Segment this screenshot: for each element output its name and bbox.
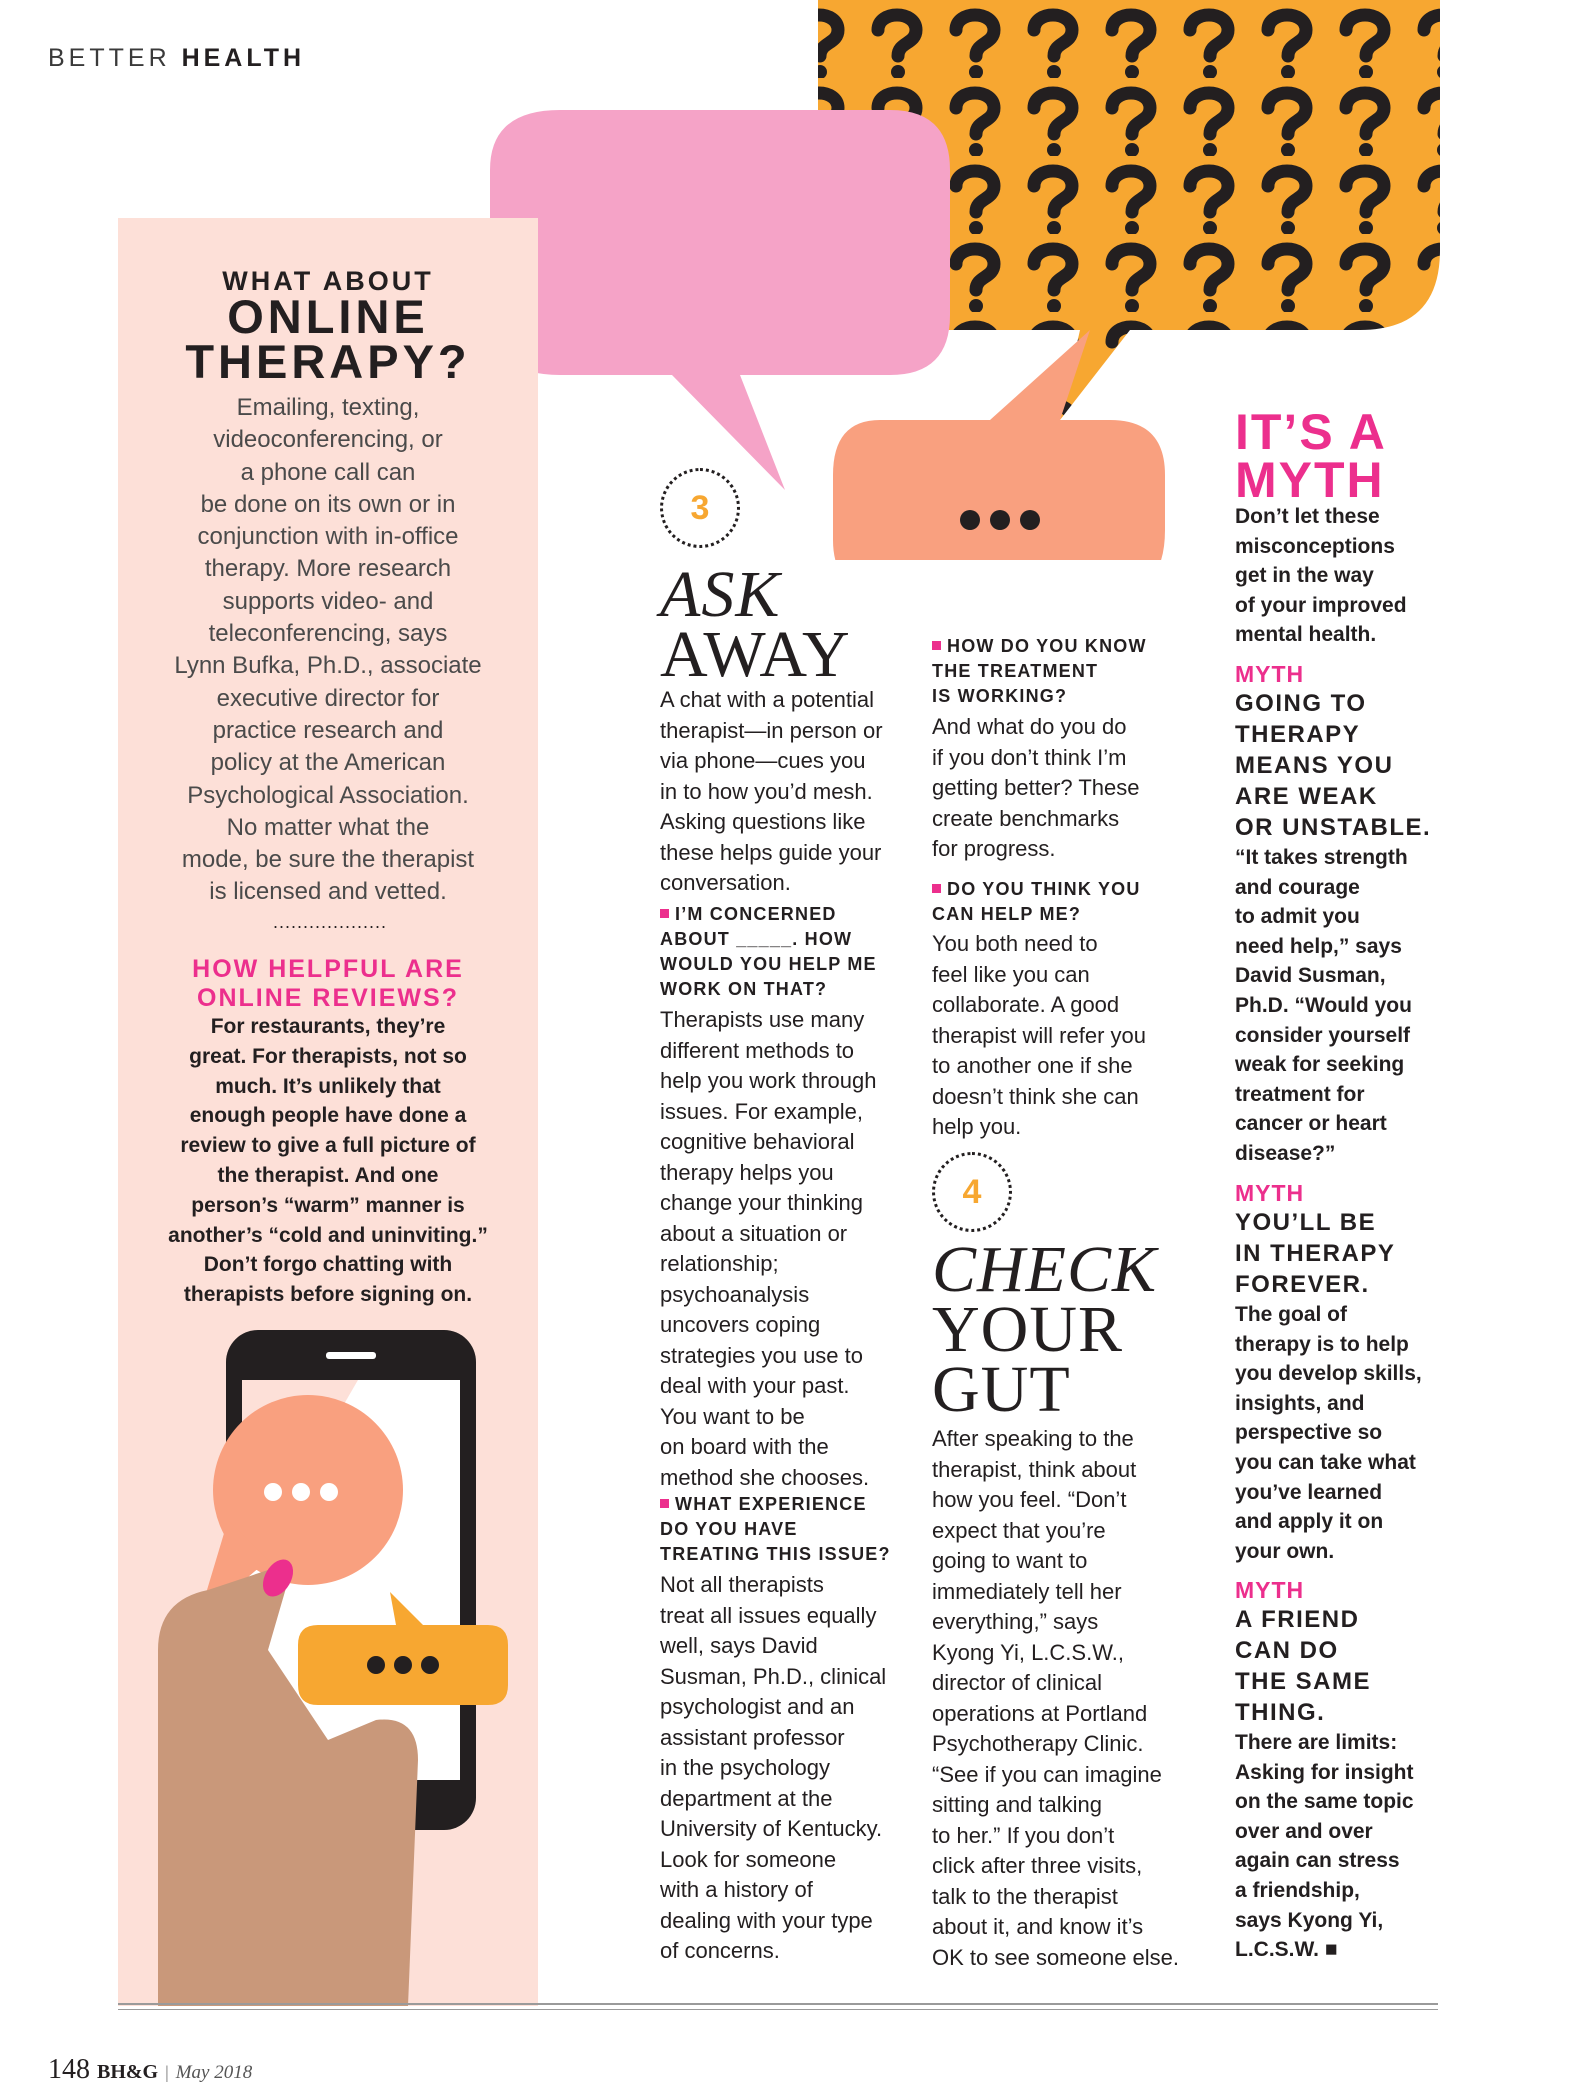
line: help you. [932,1114,1022,1139]
line: consider yourself [1235,1023,1411,1047]
line [932,1233,1192,1306]
line: Lynn Bufka, Ph.D., associate [174,652,482,680]
line: immediately tell her [932,1578,1122,1604]
title-italic: CHECK [932,1233,1158,1306]
line: sitting and talking [932,1792,1102,1817]
line: review to give a full picture of [180,1134,476,1158]
line: collaborate. A good [932,992,1120,1017]
line: L.C.S.W. ■ [1235,1938,1338,1962]
sidebar-title [118,290,538,388]
line: click after three visits, [932,1853,1143,1878]
line: change your thinking [660,1190,864,1215]
line: David Susman, [1235,964,1386,988]
line: cancer or heart [1235,1112,1387,1136]
line: need help,” says [1235,934,1402,958]
myth-label: MYTH [1235,1180,1305,1206]
answer-text [660,1005,900,1493]
line: executive director for [216,684,440,712]
step-badge-3: 3 [660,468,740,548]
line: enough people have done a [189,1104,467,1128]
line: OR UNSTABLE. [1235,814,1432,841]
line: Therapists use many [660,1007,865,1032]
line: disease?” [1235,1141,1336,1165]
line: well, says David [660,1633,818,1658]
line: A FRIEND [1235,1606,1360,1633]
myth-heading [1235,1604,1445,1728]
sidebar-title-line: ONLINE [227,290,429,343]
text: DO YOU THINK YOU [947,879,1141,899]
line: practice research and [212,716,444,744]
phone-illustration [118,1320,538,2006]
line: going to want to [932,1548,1088,1573]
line: dealing with your type [660,1907,873,1933]
line: create benchmarks [932,805,1120,831]
answer-text [660,1570,900,1967]
line: treat all issues equally [660,1602,877,1628]
line: issues. For example, [660,1098,863,1124]
line: ONLINE REVIEWS? [197,984,459,1012]
line: THING. [1235,1699,1326,1726]
text: I’M CONCERNED [675,904,837,924]
line: ARE WEAK [1235,783,1378,810]
line: FOREVER. [1235,1271,1370,1298]
line: via phone—cues you [660,748,866,773]
step3-title [660,558,890,691]
line: with a history of [660,1877,813,1902]
line: is licensed and vetted. [209,878,447,906]
line: conjunction with in-office [197,523,459,551]
line: strategies you use to [660,1342,864,1368]
footer-rule [118,2003,1438,2005]
line: You want to be [660,1403,805,1429]
line: YOU’LL BE [1235,1209,1377,1236]
line [660,558,890,631]
bullet-square-icon [660,909,669,918]
line: Kyong Yi, L.C.S.W., [932,1639,1124,1665]
line: policy at the American [210,749,446,777]
line: in the psychology [660,1755,830,1780]
line: these helps guide your [660,839,882,865]
myth-heading [1235,688,1445,843]
step3-intro [660,685,900,899]
line: IS WORKING? [932,686,1068,706]
bullet-square-icon [932,884,941,893]
myth-item [1235,661,1445,1169]
myth-body [1235,843,1445,1169]
step4-body [932,1424,1182,1973]
line: Look for someone [660,1846,837,1872]
line: A chat with a potential [660,687,875,712]
line: perspective so [1235,1421,1383,1445]
line: Psychological Association. [187,781,469,809]
line: assistant professor [660,1724,845,1750]
myth-label: MYTH [1235,661,1305,687]
line: help you work through [660,1068,877,1093]
line: to her.” If you don’t [932,1822,1115,1848]
line: treatment for [1235,1082,1365,1106]
question-heading [932,877,1172,927]
line: WOULD YOU HELP ME [660,954,877,974]
line: therapy. More research [204,555,452,583]
sidebar-kicker: WHAT ABOUT [222,266,434,296]
line: director of clinical [932,1670,1102,1695]
line: for progress. [932,836,1056,861]
line: mode, be sure the therapist [181,846,475,874]
line: “See if you can imagine [932,1761,1162,1787]
magazine-brand: BH&G [97,2061,159,2083]
line: department at the [660,1785,833,1811]
line: After speaking to the [932,1426,1134,1451]
line: Asking questions like [660,809,866,834]
line: And what do you do [932,714,1127,739]
line: of your improved [1235,593,1407,617]
line: person’s “warm” manner is [191,1193,465,1217]
answer-text [932,712,1172,865]
line: on the same topic [1235,1790,1414,1814]
line: AWAY [660,618,851,691]
line: IN THERAPY [1235,1240,1396,1267]
line: therapists before signing on. [183,1283,473,1307]
line: another’s “cold and uninviting.” [168,1223,488,1247]
line: therapist—in person or [660,717,883,743]
line: to admit you [1235,905,1360,929]
line: how you feel. “Don’t [932,1487,1127,1512]
issue-date: May 2018 [175,2062,253,2083]
question-heading [660,1492,900,1567]
line: everything,” says [932,1609,1099,1634]
line: getting better? These [932,775,1140,800]
line: GOING TO [1235,690,1367,717]
answer-text [932,929,1172,1143]
folio [48,2054,252,2086]
line: DO YOU HAVE [660,1519,798,1539]
line: uncovers coping [660,1312,821,1337]
line: mental health. [1235,623,1377,646]
line: about it, and know it’s [932,1914,1144,1939]
step4-title [932,1233,1192,1426]
line: therapist, think about [932,1456,1137,1482]
line: OK to see someone else. [932,1944,1180,1970]
myth-item [1235,1577,1445,1965]
line: videoconferencing, or [213,426,443,454]
line: Don’t forgo chatting with [203,1253,453,1277]
line [660,902,900,927]
line: YOUR [932,1293,1124,1366]
myth-body [1235,1300,1445,1566]
sidebar-subheading-body [158,1012,498,1310]
line: teleconferencing, says [208,620,448,648]
line: method she chooses. [660,1464,870,1490]
line: Asking for insight [1235,1760,1414,1784]
line [660,1492,900,1517]
line: No matter what the [226,813,430,841]
line: THE SAME [1235,1668,1372,1695]
title-italic: ASK [660,558,781,631]
ellipsis-icon [960,510,1040,530]
line [932,634,1172,659]
line: great. For therapists, not so [189,1044,467,1068]
question-heading [660,902,900,1002]
line: expect that you’re [932,1517,1106,1543]
text: WHAT EXPERIENCE [675,1494,867,1514]
sidebar-subheading [118,955,538,1013]
line: different methods to [660,1037,855,1063]
line: There are limits: [1235,1731,1398,1754]
sidebar-body [168,392,488,909]
line: conversation. [660,870,791,895]
line: of concerns. [660,1938,780,1963]
line: therapy helps you [660,1159,834,1185]
line: in to how you’d mesh. [660,778,873,804]
line: Ph.D. “Would you [1235,993,1412,1017]
line: THERAPY [1235,721,1361,748]
line: weak for seeking [1235,1053,1405,1077]
line: supports video- and [222,587,434,615]
line: GUT [932,1353,1071,1426]
line: much. It’s unlikely that [215,1074,441,1098]
line: if you don’t think I’m [932,744,1127,770]
line: therapist will refer you [932,1022,1146,1048]
myth-heading [1235,1207,1445,1300]
line: For restaurants, they’re [210,1015,446,1038]
line: your own. [1235,1539,1335,1563]
bullet-square-icon [932,641,941,650]
line: deal with your past. [660,1373,850,1398]
line: and courage [1235,875,1360,899]
line: The goal of [1235,1303,1347,1326]
step-badge-4: 4 [932,1152,1012,1232]
footer-rule [118,2009,1438,2010]
line: again can stress [1235,1849,1400,1873]
line: IT’S A [1235,404,1387,460]
line: Not all therapists [660,1572,824,1597]
line: Don’t let these [1235,505,1380,528]
line: Susman, Ph.D., clinical [660,1663,887,1689]
line: relationship; [660,1251,779,1276]
line: Emailing, texting, [236,394,420,421]
line: CAN DO [1235,1637,1339,1664]
line: about a situation or [660,1220,848,1246]
line: be done on its own or in [200,490,456,518]
question-heading [932,634,1172,709]
line: psychoanalysis [660,1281,810,1307]
myth-item [1235,1180,1445,1566]
line: you’ve learned [1235,1480,1383,1504]
line: misconceptions [1235,534,1395,558]
line: CAN HELP ME? [932,904,1082,924]
line: THE TREATMENT [932,661,1099,681]
line: “It takes strength [1235,846,1408,869]
line: says Kyong Yi, [1235,1908,1384,1932]
text: HOW DO YOU KNOW [947,636,1147,656]
myth-label: MYTH [1235,1577,1305,1603]
line: over and over [1235,1819,1373,1843]
line [932,877,1172,902]
line: MYTH [1235,452,1385,508]
line: a phone call can [240,458,416,486]
line: HOW HELPFUL ARE [192,955,464,983]
line: and apply it on [1235,1510,1384,1534]
line: talk to the therapist [932,1883,1118,1909]
myth-intro [1235,502,1435,650]
line: you can take what [1235,1450,1416,1474]
line: the therapist. And one [217,1163,439,1187]
line: cognitive behavioral [660,1129,855,1154]
line: University of Kentucky. [660,1816,883,1841]
line: get in the way [1235,564,1374,587]
section-label-bold: HEALTH [181,44,306,72]
line: You both need to [932,931,1098,956]
line: to another one if she [932,1053,1133,1078]
folio-separator: | [165,2062,169,2082]
bullet-square-icon [660,1499,669,1508]
line: feel like you can [932,961,1090,987]
line: ABOUT _____. HOW [660,929,853,949]
line: MEANS YOU [1235,752,1394,779]
sidebar-title-line: THERAPY? [185,335,471,388]
line: a friendship, [1235,1878,1360,1902]
line: doesn’t think she can [932,1083,1139,1109]
line: on board with the [660,1434,829,1459]
line: you develop skills, [1235,1362,1422,1386]
line: TREATING THIS ISSUE? [660,1544,891,1564]
line: therapy is to help [1235,1332,1409,1356]
line: operations at Portland [932,1700,1148,1726]
section-label-light: BETTER [48,44,171,72]
line: insights, and [1235,1391,1365,1415]
page-number: 148 [48,2054,90,2085]
line: WORK ON THAT? [660,979,828,999]
line: Psychotherapy Clinic. [932,1731,1144,1756]
dotted-divider: ................... [272,912,388,932]
myth-body [1235,1728,1445,1965]
myth-section-title [1235,404,1435,508]
line: psychologist and an [660,1694,855,1719]
